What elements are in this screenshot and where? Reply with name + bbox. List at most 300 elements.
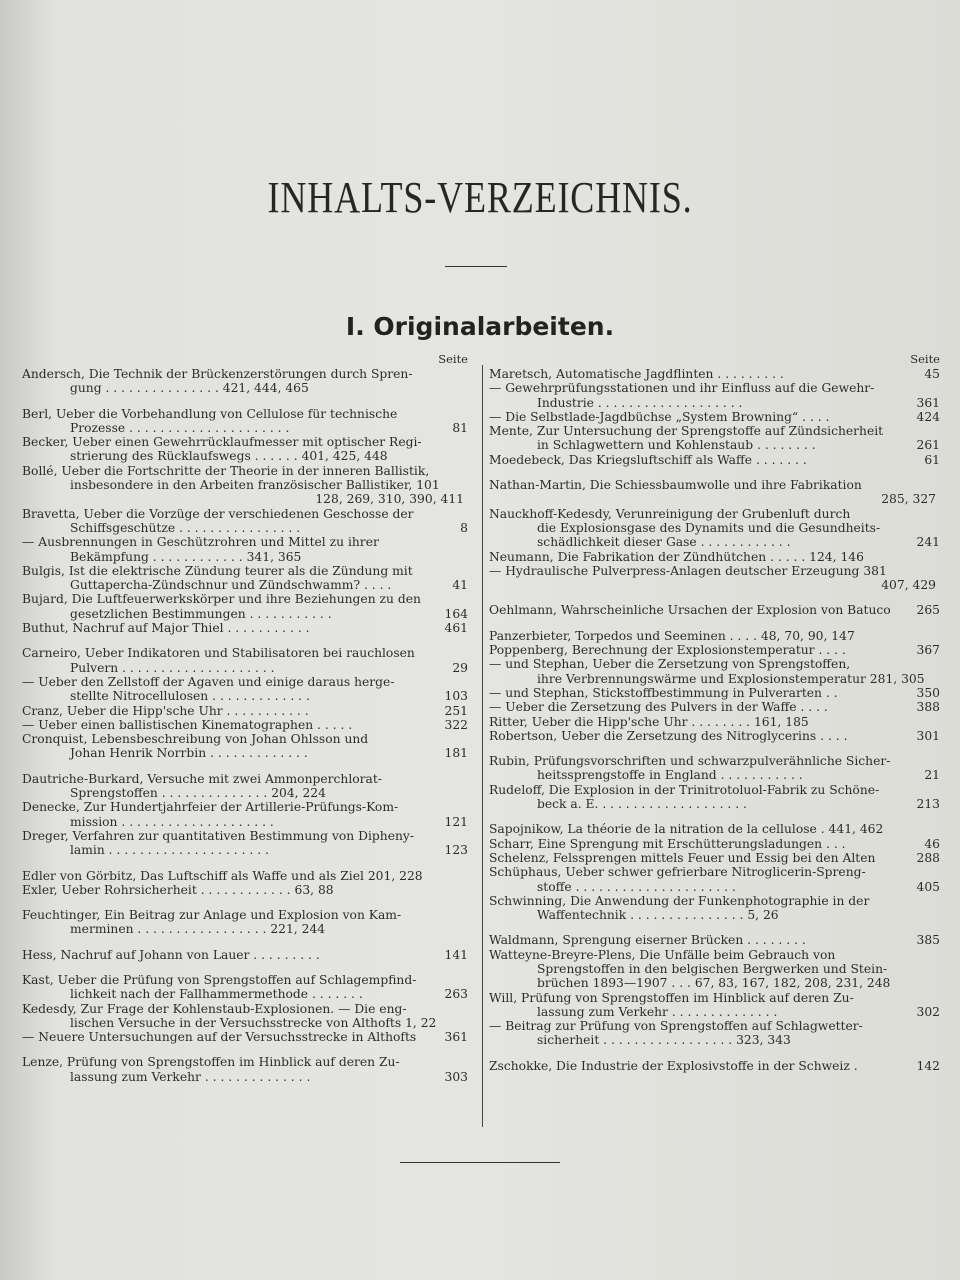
entry-line	[22, 704, 468, 718]
entry-line	[489, 851, 940, 865]
entry-text: Lenze, Prüfung von Sprengstoffen im Hinblick auf deren Zu-	[22, 1055, 400, 1070]
page-number: 46	[924, 836, 940, 851]
column-divider	[482, 365, 483, 1127]
page-number: 103	[444, 689, 468, 704]
page-number: 123	[444, 843, 468, 858]
page-number	[464, 435, 468, 449]
entry-text: 407, 429	[881, 578, 936, 593]
entry-text: Cronquist, Lebensbeschreibung von Johan Ohlsson und	[22, 732, 369, 747]
toc-entry	[489, 603, 940, 617]
entry-line	[22, 421, 468, 435]
left-entry-list	[22, 367, 468, 1084]
page-number: 164	[444, 606, 468, 621]
entry-text: sicherheit . . . . . . . . . . . . . . . . . 323, 343	[537, 1033, 791, 1048]
entry-line	[489, 768, 940, 782]
page-number	[464, 564, 468, 578]
page-number: 303	[444, 1069, 468, 1084]
toc-entry	[22, 435, 468, 464]
page-number: 251	[444, 703, 468, 718]
entry-text: Becker, Ueber einen Gewehrrücklaufmesser mit optischer Regi-	[22, 435, 422, 450]
entry-text: merminen . . . . . . . . . . . . . . . . . 221, 244	[70, 922, 326, 937]
page-number: 8	[460, 520, 468, 535]
page-number: 302	[916, 1004, 940, 1019]
page-number	[936, 381, 940, 395]
page-number	[936, 962, 940, 976]
entry-text: Schüphaus, Ueber schwer gefrierbare Nitroglicerin-Spreng-	[489, 865, 866, 880]
page-number	[464, 772, 468, 786]
entry-line	[22, 746, 468, 760]
toc-entry	[22, 564, 468, 593]
entry-gap	[22, 761, 468, 772]
entry-text: schädlichkeit dieser Gase . . . . . . . . . . . .	[537, 535, 791, 550]
toc-entry	[22, 704, 468, 718]
entry-text: Bujard, Die Luftfeuerwerkskörper und ihre Beziehungen zu den	[22, 592, 421, 607]
entry-text: — Ueber den Zellstoff der Agaven und einige daraus herge-	[22, 674, 395, 689]
entry-text: Schiffsgeschütze . . . . . . . . . . . . . . . .	[70, 520, 301, 535]
entry-line	[22, 478, 468, 492]
page-number: 263	[444, 987, 468, 1002]
entry-text: Johan Henrik Norrbin . . . . . . . . . . . . .	[70, 746, 308, 761]
entry-text: Schwinning, Die Anwendung der Funkenphotographie in der	[489, 893, 870, 908]
page-number: 424	[916, 409, 940, 424]
entry-text: Exler, Ueber Rohrsicherheit . . . . . . . . . . . . 63, 88	[22, 882, 334, 897]
entry-line	[489, 507, 940, 521]
entry-text: Andersch, Die Technik der Brückenzerstörungen durch Spren-	[22, 367, 413, 381]
page-number	[936, 822, 940, 836]
entry-line	[22, 464, 468, 478]
entry-text: Rubin, Prüfungsvorschriften und schwarzpulverähnliche Sicher-	[489, 754, 891, 769]
entry-line	[489, 948, 940, 962]
page-number	[464, 367, 468, 381]
entry-line	[489, 643, 940, 657]
page-number: 261	[916, 438, 940, 453]
page-number	[936, 657, 940, 671]
entry-line	[22, 550, 468, 564]
page-number: 405	[916, 879, 940, 894]
bottom-rule	[400, 1162, 560, 1163]
page-number	[936, 424, 940, 438]
page-number: 141	[444, 947, 468, 962]
entry-line	[22, 786, 468, 800]
page-number	[464, 464, 468, 478]
entry-line	[489, 822, 940, 836]
entry-line	[489, 521, 940, 535]
toc-entry	[489, 865, 940, 894]
page-number: 142	[916, 1058, 940, 1073]
entry-line	[22, 948, 468, 962]
page-number: 241	[916, 535, 940, 550]
toc-entry	[489, 851, 940, 865]
toc-entry	[489, 424, 940, 453]
entry-text: — Ueber die Zersetzung des Pulvers in der Waffe . . . .	[489, 700, 828, 715]
entry-text: insbesondere in den Arbeiten französischer Ballistiker, 101	[70, 478, 440, 493]
toc-entry	[22, 675, 468, 704]
toc-entry	[489, 1059, 940, 1073]
entry-text: 128, 269, 310, 390, 411	[315, 492, 464, 507]
entry-line	[489, 657, 940, 671]
entry-text: — Gewehrprüfungsstationen und ihr Einfluss auf die Gewehr-	[489, 381, 875, 396]
entry-line	[489, 492, 940, 506]
toc-entry	[489, 700, 940, 714]
entry-text: Cranz, Ueber die Hipp'sche Uhr . . . . . . . . . . .	[22, 703, 309, 718]
page-number	[464, 675, 468, 689]
entry-text: Mente, Zur Untersuchung der Sprengstoffe auf Zündsicherheit	[489, 424, 884, 439]
entry-line	[22, 973, 468, 987]
entry-text: gung . . . . . . . . . . . . . . . 421, 444, 465	[70, 381, 309, 396]
entry-text: Poppenberg, Berechnung der Explosionstemperatur . . . .	[489, 643, 846, 658]
toc-entry	[489, 410, 940, 424]
toc-entry	[489, 822, 940, 836]
page-number	[464, 550, 468, 564]
entry-line	[489, 797, 940, 811]
entry-line	[489, 976, 940, 990]
entry-text: Edler von Görbitz, Das Luftschiff als Waffe und als Ziel 201, 228	[22, 868, 423, 883]
entry-line	[489, 578, 940, 592]
entry-line	[22, 607, 468, 621]
entry-line	[22, 435, 468, 449]
page-number: 350	[916, 685, 940, 700]
entry-line	[22, 718, 468, 732]
entry-text: beck a. E. . . . . . . . . . . . . . . . . . . .	[537, 797, 747, 812]
entry-text: in Schlagwettern und Kohlenstaub . . . . . . . .	[537, 438, 816, 453]
page-number	[936, 578, 940, 592]
page-number: 81	[452, 420, 468, 435]
page-title: INHALTS-VERZEICHNIS.	[267, 173, 693, 222]
entry-line	[22, 689, 468, 703]
page-number	[936, 1033, 940, 1047]
toc-entry	[489, 933, 940, 947]
entry-text: — Neuere Untersuchungen auf der Versuchsstrecke in Althofts	[22, 1030, 417, 1045]
toc-entry	[22, 772, 468, 801]
entry-text: Bulgis, Ist die elektrische Zündung teurer als die Zündung mit	[22, 563, 413, 578]
entry-line	[22, 815, 468, 829]
toc-entry	[22, 948, 468, 962]
page-number	[936, 550, 940, 564]
entry-line	[22, 732, 468, 746]
page-number	[936, 976, 940, 990]
left-column	[22, 352, 468, 1084]
page-number	[464, 535, 468, 549]
entry-line	[489, 865, 940, 879]
entry-line	[22, 521, 468, 535]
page-number	[936, 991, 940, 1005]
entry-line	[489, 367, 940, 381]
entry-line	[22, 661, 468, 675]
page-number: 388	[916, 700, 940, 715]
page-number	[464, 732, 468, 746]
entry-text: Pulvern . . . . . . . . . . . . . . . . . . . .	[70, 660, 275, 675]
page-number	[464, 973, 468, 987]
entry-line	[22, 843, 468, 857]
page-number: 181	[444, 746, 468, 761]
entry-text: Ritter, Ueber die Hipp'sche Uhr . . . . . . . . 161, 185	[489, 714, 809, 729]
page-number: 61	[924, 452, 940, 467]
toc-entry	[489, 453, 940, 467]
page-number: 385	[916, 933, 940, 948]
entry-line	[489, 438, 940, 452]
page-number	[936, 1019, 940, 1033]
entry-text: gesetzlichen Bestimmungen . . . . . . . . . . .	[70, 606, 332, 621]
entry-line	[22, 564, 468, 578]
toc-entry	[489, 367, 940, 381]
entry-text: die Explosionsgase des Dynamits und die Gesundheits-	[537, 520, 881, 535]
entry-line	[22, 883, 468, 897]
toc-entry	[22, 367, 468, 396]
page-number	[464, 449, 468, 463]
page-number	[464, 646, 468, 660]
entry-text: Buthut, Nachruf auf Major Thiel . . . . . . . . . . .	[22, 621, 310, 636]
entry-text: Zschokke, Die Industrie der Explosivstoffe in der Schweiz .	[489, 1058, 858, 1073]
entry-text: stoffe . . . . . . . . . . . . . . . . . . . . .	[537, 879, 736, 894]
entry-text: Scharr, Eine Sprengung mit Erschütterungsladungen . . .	[489, 836, 846, 851]
page-number	[936, 908, 940, 922]
page-number	[464, 381, 468, 395]
entry-text: Prozesse . . . . . . . . . . . . . . . . . . . . .	[70, 420, 290, 435]
page-number	[464, 407, 468, 421]
toc-entry	[489, 550, 940, 564]
toc-entry	[22, 464, 468, 507]
page-number	[936, 629, 940, 643]
entry-text: Watteyne-Breyre-Plens, Die Unfälle beim Gebrauch von	[489, 947, 836, 962]
toc-entry	[22, 507, 468, 536]
entry-line	[489, 715, 940, 729]
entry-text: 285, 327	[881, 492, 936, 507]
page-number: 361	[444, 1030, 468, 1045]
page-number	[936, 715, 940, 729]
entry-line	[489, 880, 940, 894]
entry-text: ihre Verbrennungswärme und Explosionstemperatur 281, 305	[537, 671, 925, 686]
entry-line	[489, 603, 940, 617]
entry-line	[22, 987, 468, 1001]
entry-text: Hess, Nachruf auf Johann von Lauer . . . . . . . . .	[22, 947, 320, 962]
toc-entry	[489, 894, 940, 923]
page-number: 21	[924, 768, 940, 783]
page-number	[464, 786, 468, 800]
entry-text: Feuchtinger, Ein Beitrag zur Anlage und Explosion von Kam-	[22, 908, 402, 923]
entry-line	[489, 1019, 940, 1033]
entry-line	[489, 535, 940, 549]
page-number: 29	[452, 660, 468, 675]
entry-line	[489, 894, 940, 908]
right-column	[489, 352, 940, 1073]
entry-text: Robertson, Ueber die Zersetzung des Nitroglycerins . . . .	[489, 728, 848, 743]
toc-entry	[489, 837, 940, 851]
entry-line	[489, 783, 940, 797]
right-entry-list	[489, 367, 940, 1073]
toc-entry	[22, 621, 468, 635]
entry-line	[22, 1070, 468, 1084]
toc-entry	[22, 535, 468, 564]
entry-text: strierung des Rücklaufswegs . . . . . . 401, 425, 448	[70, 449, 388, 464]
toc-entry	[489, 686, 940, 700]
entry-line	[22, 922, 468, 936]
toc-entry	[22, 829, 468, 858]
entry-line	[22, 535, 468, 549]
page-number	[936, 521, 940, 535]
entry-text: Carneiro, Ueber Indikatoren und Stabilisatoren bei rauchlosen	[22, 646, 415, 661]
page-number: 322	[444, 717, 468, 732]
entry-text: lassung zum Verkehr . . . . . . . . . . . . . .	[70, 1069, 311, 1084]
entry-line	[489, 991, 940, 1005]
page-number: 41	[452, 578, 468, 593]
toc-entry	[489, 1019, 940, 1048]
entry-text: — Die Selbstlade-Jagdbüchse „System Browning“ . . . .	[489, 409, 830, 424]
entry-text: Maretsch, Automatische Jagdflinten . . . . . . . . .	[489, 367, 784, 381]
page-number: 301	[916, 728, 940, 743]
entry-text: brüchen 1893—1907 . . . 67, 83, 167, 182, 208, 231, 248	[537, 976, 891, 991]
entry-text: Schelenz, Felssprengen mittels Feuer und Essig bei den Alten	[489, 850, 876, 865]
entry-text: Denecke, Zur Hundertjahrfeier der Artillerie-Prüfungs-Kom-	[22, 800, 399, 815]
entry-text: — Ueber einen ballistischen Kinematographen . . . . .	[22, 717, 353, 732]
page-number: 121	[444, 814, 468, 829]
page-number	[936, 865, 940, 879]
page-number	[464, 829, 468, 843]
entry-gap	[489, 1048, 940, 1059]
page-number	[464, 1002, 468, 1016]
page-number	[464, 478, 468, 492]
entry-line	[22, 367, 468, 381]
entry-text: Berl, Ueber die Vorbehandlung von Cellulose für technische	[22, 406, 398, 421]
toc-entry	[489, 783, 940, 812]
entry-text: Sprengstoffen . . . . . . . . . . . . . . 204, 224	[70, 786, 326, 801]
page-number	[464, 492, 468, 506]
entry-line	[489, 410, 940, 424]
entry-text: Bollé, Ueber die Fortschritte der Theorie in der inneren Ballistik,	[22, 463, 430, 478]
entry-text: Guttapercha-Zündschnur und Zündschwamm? . . . .	[70, 578, 392, 593]
page-number	[936, 894, 940, 908]
toc-entry	[489, 754, 940, 783]
entry-line	[22, 772, 468, 786]
entry-text: Waldmann, Sprengung eiserner Brücken . . . . . . . .	[489, 933, 806, 948]
entry-text: Industrie . . . . . . . . . . . . . . . . . . .	[537, 395, 743, 410]
entry-line	[489, 729, 940, 743]
toc-entry	[22, 1055, 468, 1084]
entry-text: Oehlmann, Wahrscheinliche Ursachen der Explosion von Batuco	[489, 603, 891, 618]
page-number	[936, 478, 940, 492]
entry-line	[489, 837, 940, 851]
entry-line	[22, 1002, 468, 1016]
page-number	[464, 592, 468, 606]
page-number: 213	[916, 797, 940, 812]
toc-entry	[22, 732, 468, 761]
page-number	[936, 492, 940, 506]
page-number: 367	[916, 643, 940, 658]
entry-gap	[489, 592, 940, 603]
entry-line	[489, 1059, 940, 1073]
toc-entry	[489, 643, 940, 657]
entry-line	[22, 829, 468, 843]
toc-entry	[489, 657, 940, 686]
entry-text: Kast, Ueber die Prüfung von Sprengstoffen auf Schlagempfind-	[22, 972, 417, 987]
section-heading: I. Originalarbeiten.	[345, 312, 615, 341]
entry-gap	[22, 858, 468, 869]
entry-line	[22, 1030, 468, 1044]
toc-entry	[489, 715, 940, 729]
page-number: 361	[916, 395, 940, 410]
entry-text: Kedesdy, Zur Frage der Kohlenstaub-Explosionen. — Die eng-	[22, 1001, 407, 1016]
entry-gap	[22, 962, 468, 973]
toc-entry	[22, 869, 468, 883]
entry-line	[489, 754, 940, 768]
page-number	[464, 922, 468, 936]
entry-gap	[22, 1044, 468, 1055]
entry-text: heitssprengstoffe in England . . . . . . . . . . .	[537, 768, 803, 783]
entry-line	[489, 700, 940, 714]
entry-gap	[22, 897, 468, 908]
page-number	[936, 564, 940, 578]
entry-gap	[489, 922, 940, 933]
entry-line	[22, 381, 468, 395]
page-number: 288	[916, 850, 940, 865]
entry-line	[489, 1033, 940, 1047]
entry-line	[22, 1016, 468, 1030]
entry-text: Moedebeck, Das Kriegsluftschiff als Waffe . . . . . . .	[489, 452, 807, 467]
page-number	[936, 783, 940, 797]
entry-text: Rudeloff, Die Explosion in der Trinitrotoluol-Fabrik zu Schöne-	[489, 782, 880, 797]
page-number	[936, 672, 940, 686]
toc-entry	[489, 991, 940, 1020]
entry-line	[489, 686, 940, 700]
toc-entry	[22, 908, 468, 937]
entry-text: lischen Versuche in der Versuchsstrecke von Althofts 1, 22	[70, 1015, 437, 1030]
page-number	[464, 908, 468, 922]
entry-gap	[22, 396, 468, 407]
entry-line	[489, 672, 940, 686]
entry-line	[489, 381, 940, 395]
entry-line	[489, 564, 940, 578]
entry-gap	[489, 618, 940, 629]
entry-line	[22, 592, 468, 606]
toc-entry	[22, 973, 468, 1002]
entry-line	[22, 675, 468, 689]
entry-line	[489, 424, 940, 438]
toc-entry	[489, 507, 940, 550]
entry-gap	[22, 635, 468, 646]
entry-line	[489, 962, 940, 976]
page-number	[936, 507, 940, 521]
entry-line	[489, 396, 940, 410]
entry-line	[489, 453, 940, 467]
entry-text: Will, Prüfung von Sprengstoffen im Hinblick auf deren Zu-	[489, 990, 854, 1005]
entry-line	[489, 1005, 940, 1019]
toc-entry	[22, 592, 468, 621]
right-seite-label: Seite	[910, 352, 940, 366]
entry-line	[22, 578, 468, 592]
entry-line	[22, 869, 468, 883]
page-number	[464, 1016, 468, 1030]
entry-line	[22, 908, 468, 922]
entry-text: — und Stephan, Ueber die Zersetzung von Sprengstoffen,	[489, 657, 851, 672]
toc-entry	[489, 381, 940, 410]
entry-text: Panzerbieter, Torpedos und Seeminen . . . . 48, 70, 90, 147	[489, 628, 855, 643]
page-number	[464, 1055, 468, 1069]
entry-line	[22, 621, 468, 635]
page-number	[464, 507, 468, 521]
entry-line	[22, 1055, 468, 1069]
entry-line	[489, 478, 940, 492]
entry-gap	[489, 743, 940, 754]
toc-entry	[489, 564, 940, 593]
entry-text: — Beitrag zur Prüfung von Sprengstoffen auf Schlagwetter-	[489, 1019, 863, 1034]
toc-entry	[22, 1030, 468, 1044]
page-number	[464, 883, 468, 897]
entry-text: — Ausbrennungen in Geschützrohren und Mittel zu ihrer	[22, 535, 379, 550]
entry-text: lamin . . . . . . . . . . . . . . . . . . . . .	[70, 843, 269, 858]
entry-text: Nathan-Martin, Die Schiessbaumwolle und ihre Fabrikation	[489, 478, 862, 493]
title-rule	[445, 266, 507, 267]
entry-text: Neumann, Die Fabrikation der Zündhütchen . . . . . 124, 146	[489, 549, 864, 564]
entry-gap	[489, 467, 940, 478]
